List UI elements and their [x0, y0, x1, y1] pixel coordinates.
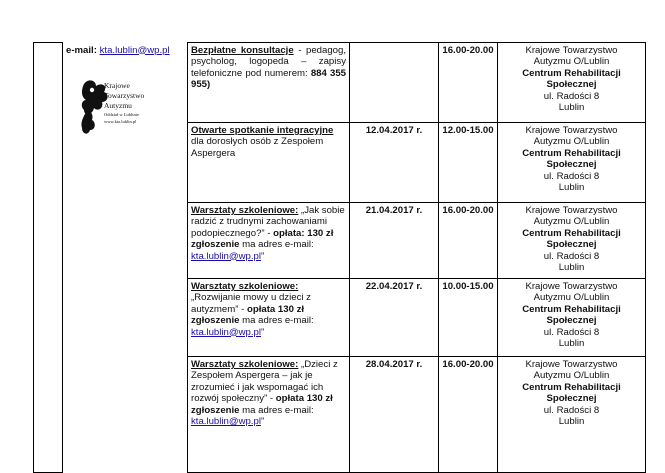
event-time: 16.00-20.00 [439, 357, 498, 473]
event-desc: „Jak sobie radzić z trudnymi zachowaniami podopiecznego?” - [191, 205, 345, 239]
place-line: Społecznej [546, 315, 597, 327]
place-line: Krajowe Towarzystwo [525, 205, 618, 216]
place-line: Autyzmu O/Lublin [533, 136, 610, 148]
event-desc: „Dzieci z Zespołem Aspergera – jak je zrozumieć i jak wspomagać ich rozwój społeczny” - [191, 359, 338, 405]
place-line: Lublin [558, 102, 585, 114]
place-line: ul. Radości 8 [543, 90, 600, 102]
place-line: Krajowe Towarzystwo [525, 281, 618, 292]
event-place [498, 279, 646, 357]
place-line: ul. Radości 8 [543, 250, 600, 262]
event-time: 16.00-20.00 [439, 203, 498, 279]
logo-text-3: Autyzmu [104, 100, 132, 110]
event-place [498, 43, 646, 123]
event-date: 12.04.2017 r. [350, 123, 439, 203]
kta-logo [80, 76, 150, 138]
organizer-cell [63, 43, 188, 473]
event-fee: opłata: 130 zł zgłoszenie [191, 227, 334, 251]
place-line: Lublin [558, 182, 585, 194]
event-description [188, 43, 350, 123]
place-line: Lublin [558, 416, 585, 428]
event-desc2: ma adres e-mail: [239, 239, 314, 251]
logo-text-4: Oddział w Lublinie [104, 111, 139, 117]
event-email-link[interactable]: kta.lublin@wp.pl [191, 416, 261, 428]
event-description [188, 123, 350, 203]
event-time: 16.00-20.00 [439, 43, 498, 123]
place-line: Centrum Rehabilitacji [522, 227, 621, 239]
event-title: Warsztaty szkoleniowe: [191, 359, 299, 370]
place-line: Autyzmu O/Lublin [533, 216, 610, 228]
event-desc: - pedagog, psycholog, logopeda – zapisy telefoniczne pod numerem: [191, 45, 347, 79]
event-desc2: ma adres e-mail: [239, 404, 314, 416]
event-description: Warsztaty szkoleniowe: „Rozwijanie mowy u dzieci z autyzmem” - opłata 130 zł zgłoszenie ma adres e-mail: kta.lublin@wp.pl” [188, 279, 350, 357]
place-line: Centrum Rehabilitacji [522, 67, 621, 79]
event-date: 28.04.2017 r. [350, 357, 439, 473]
event-desc: dla dorosłych osób z Zespołem Aspergera [191, 136, 324, 159]
place-line: Lublin [558, 338, 585, 350]
place-line: Autyzmu O/Lublin [533, 370, 610, 382]
event-description: Warsztaty szkoleniowe: „Jak sobie radzić z trudnymi zachowaniami podopiecznego?” - opłata: 130 zł zgłoszenie ma adres e-mail: kta.lublin@wp.pl” [188, 203, 350, 279]
event-email-link[interactable]: kta.lublin@wp.pl [191, 326, 261, 338]
logo-text-1: Krajowe [104, 80, 130, 90]
event-place [498, 203, 646, 279]
event-place [498, 123, 646, 203]
place-line: ul. Radości 8 [543, 170, 600, 182]
event-desc: „Rozwijanie mowy u dzieci z autyzmem” - [191, 292, 311, 315]
event-title: Warsztaty szkoleniowe: [191, 281, 299, 292]
place-line: Lublin [558, 262, 585, 274]
event-description: Warsztaty szkoleniowe: „Dzieci z Zespołem Aspergera – jak je zrozumieć i jak wspomagać ich rozwój społeczny” - opłata 130 zł zgłoszenie ma adres e-mail: kta.lublin@wp.pl” [188, 357, 350, 473]
place-line: ul. Radości 8 [543, 404, 600, 416]
event-fee: opłata 130 zł zgłoszenie [191, 393, 333, 416]
place-line: Autyzmu O/Lublin [533, 292, 610, 304]
event-time: 12.00-15.00 [439, 123, 498, 203]
event-phone: 884 355 955) [191, 67, 347, 91]
event-title: Bezpłatne konsultacje [191, 45, 294, 56]
event-date: 21.04.2017 r. [350, 203, 439, 279]
place-line: Społecznej [546, 159, 597, 171]
place-line: Społecznej [546, 79, 597, 91]
event-title: Otwarte spotkanie integracyjne [191, 125, 334, 136]
logo-text-5: www.kta.lublin.pl [104, 118, 137, 124]
events-table [33, 42, 646, 473]
event-date: 22.04.2017 r. [350, 279, 439, 357]
email-label: e-mail: [66, 44, 97, 56]
event-date [350, 43, 439, 123]
place-line: Społecznej [546, 239, 597, 251]
event-email-link[interactable]: kta.lublin@wp.pl [191, 250, 261, 262]
event-fee: opłata 130 zł zgłoszenie [191, 303, 305, 327]
logo-text-2: Towarzystwo [104, 90, 145, 100]
event-place [498, 357, 646, 473]
place-line: Centrum Rehabilitacji [522, 303, 621, 315]
place-line: Krajowe Towarzystwo [525, 359, 618, 370]
event-desc2: ma adres e-mail: [239, 315, 314, 327]
place-line: Centrum Rehabilitacji [522, 147, 621, 159]
place-line: Krajowe Towarzystwo [525, 125, 618, 136]
place-line: Centrum Rehabilitacji [522, 381, 621, 393]
org-email-link[interactable]: kta.lublin@wp.pl [99, 44, 170, 56]
org-email-line [66, 45, 184, 56]
place-line: ul. Radości 8 [543, 326, 600, 338]
event-title: Warsztaty szkoleniowe: [191, 205, 299, 216]
place-line: Społecznej [546, 393, 597, 405]
number-cell [34, 43, 63, 473]
event-time: 10.00-15.00 [439, 279, 498, 357]
place-line: Autyzmu O/Lublin [533, 56, 610, 68]
place-line: Krajowe Towarzystwo [525, 45, 618, 56]
